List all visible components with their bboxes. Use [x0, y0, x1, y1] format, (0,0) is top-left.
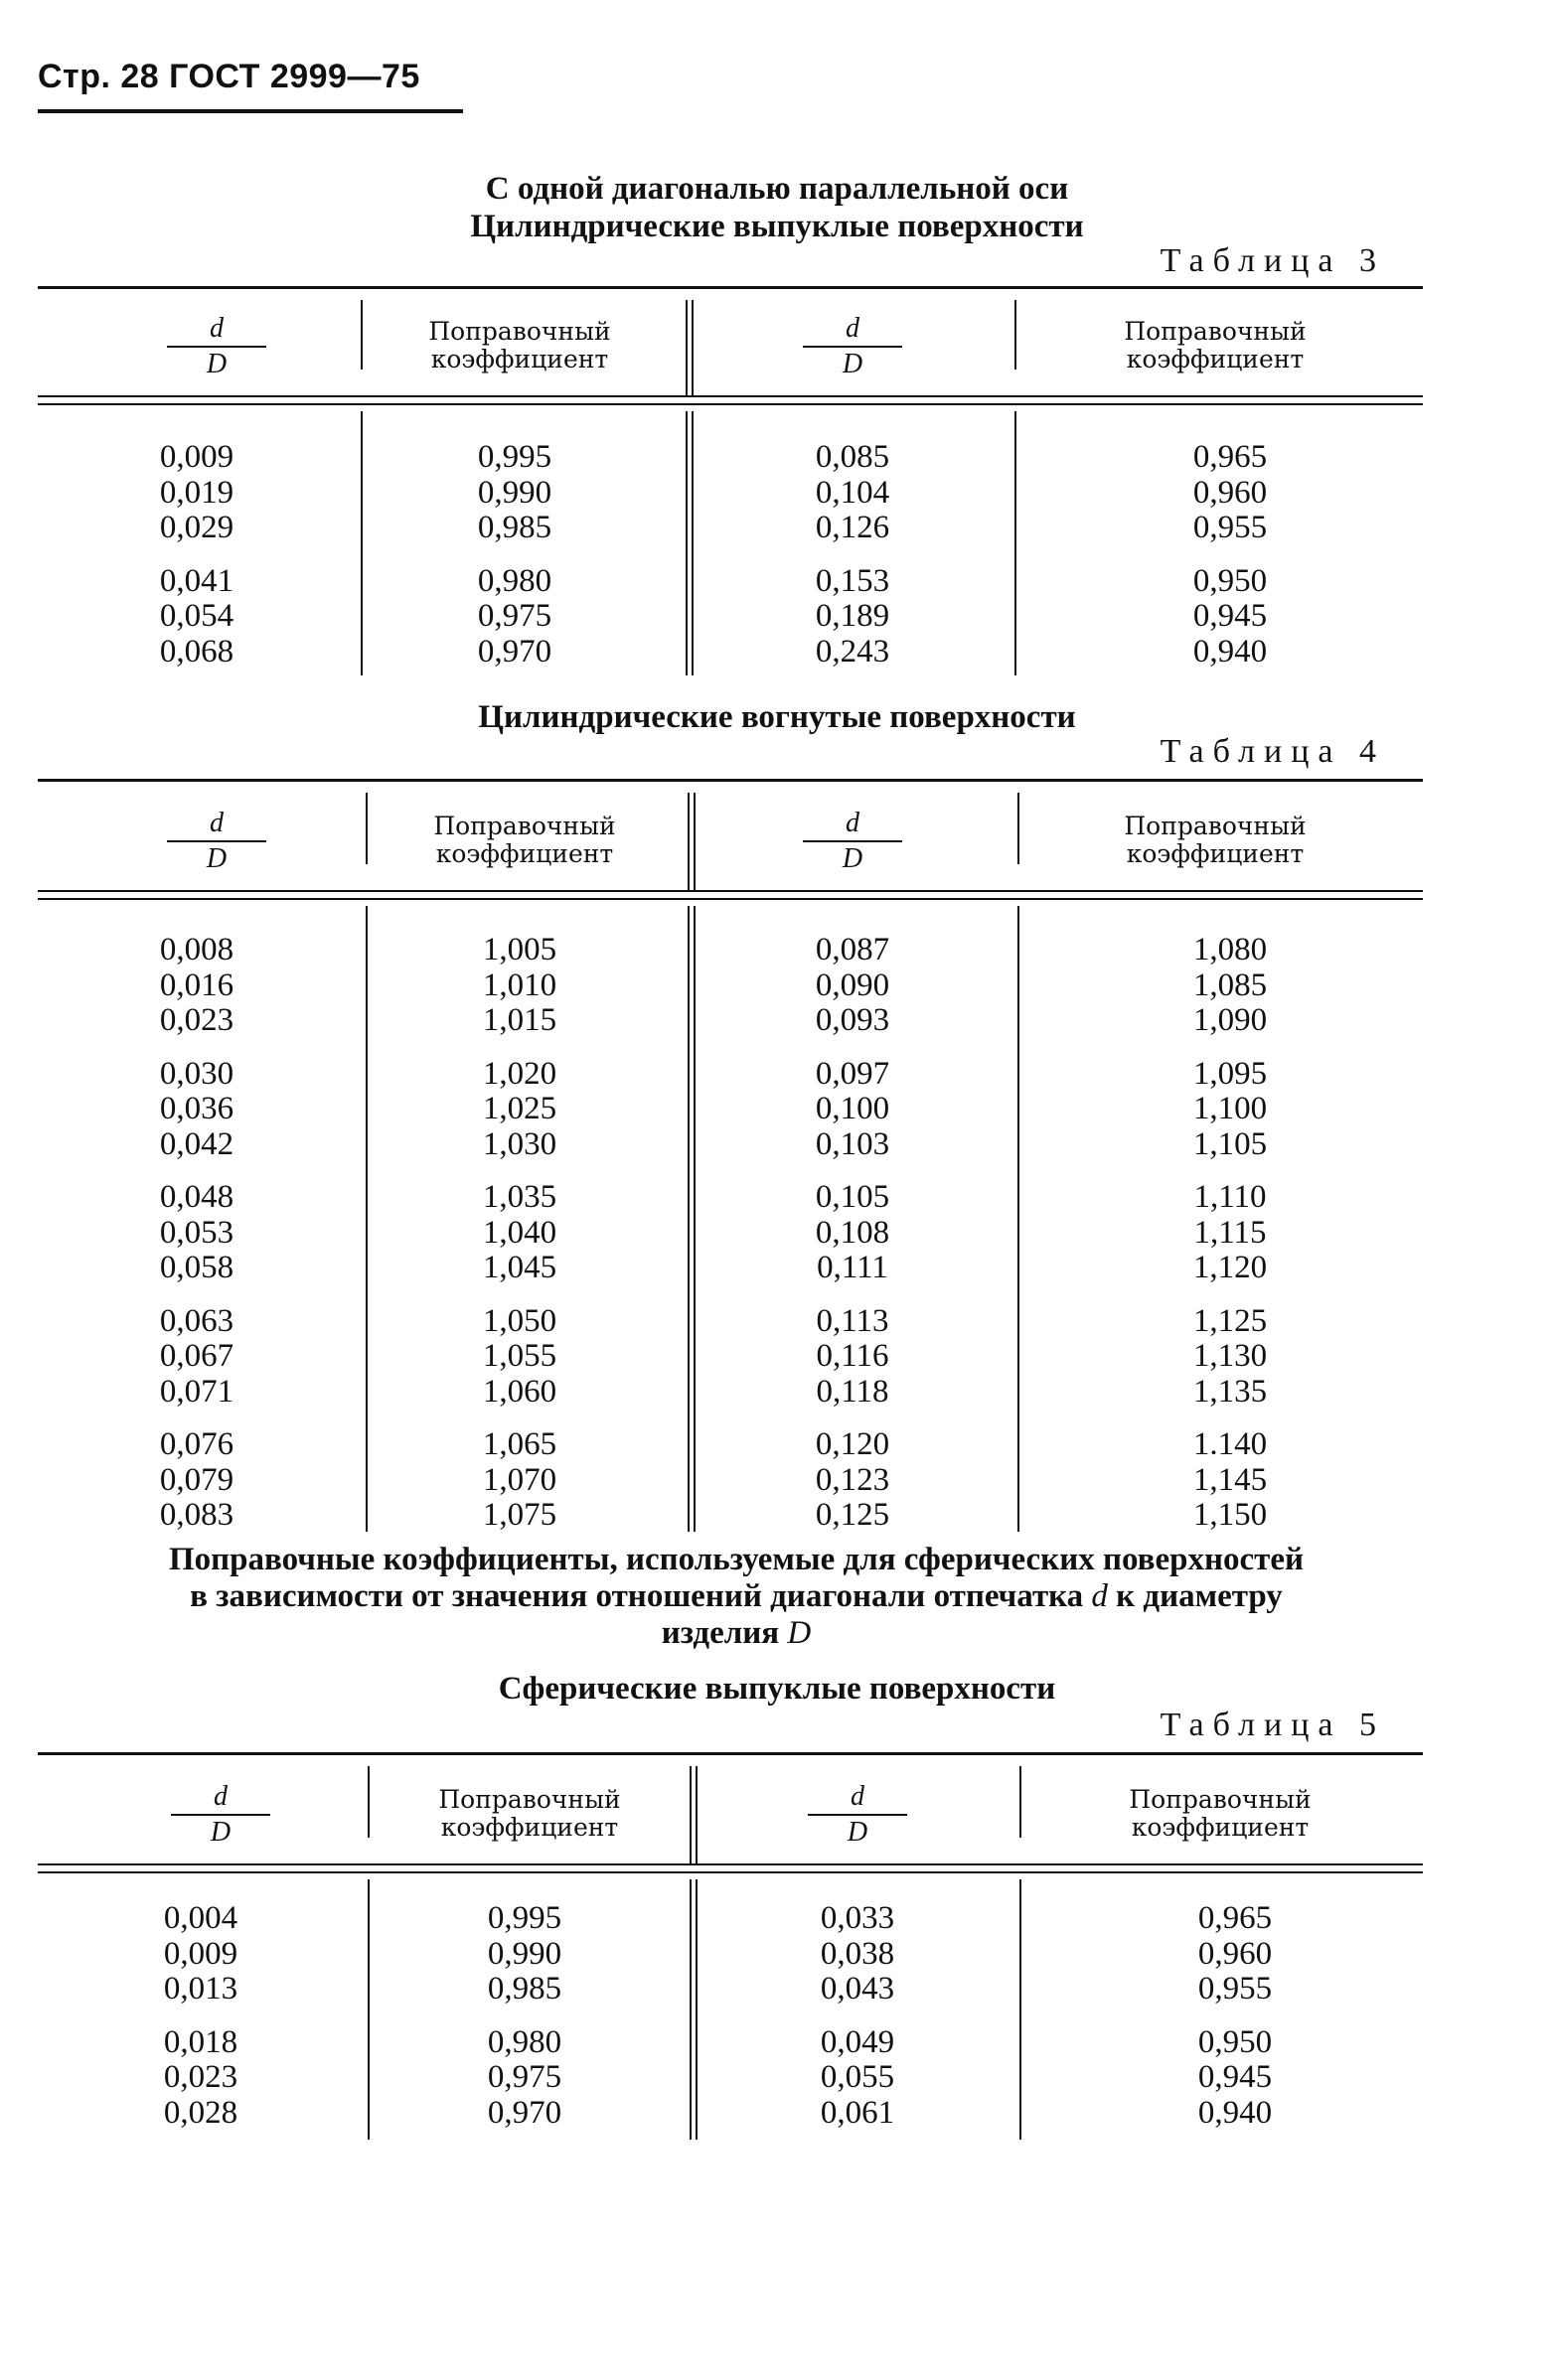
table-cell: 1,130: [1192, 1338, 1268, 1374]
row-group: [773, 1304, 932, 1411]
row-group: [117, 1427, 276, 1534]
paragraph-line3: [95, 1615, 1377, 1652]
column-divider: [361, 411, 363, 675]
fraction-bar: [808, 1814, 907, 1816]
table-cell: 0,067: [159, 1338, 234, 1374]
ratio-numerator: d: [210, 313, 224, 344]
table-cell: 0,985: [487, 1971, 562, 2007]
column-divider: [1014, 411, 1016, 675]
table-cell: 1,135: [1192, 1373, 1268, 1410]
coef-header-2: Поправочный коэффициент: [1129, 1785, 1312, 1842]
row-group: [440, 933, 599, 1039]
fraction-bar: [167, 346, 266, 348]
table-cell: 1,115: [1193, 1214, 1267, 1251]
table-cell: 1,025: [482, 1091, 557, 1126]
table-cell: 0,965: [1197, 1900, 1273, 1936]
table-cell: 0,965: [1192, 439, 1268, 475]
table-header-rule: [38, 1871, 1423, 1873]
table-cell: 0,023: [159, 1002, 234, 1038]
table-cell: 0,955: [1192, 510, 1268, 545]
ratio-header-2: [758, 1782, 957, 1848]
table-cell: 0,153: [815, 562, 890, 599]
row-group: [435, 564, 594, 670]
row-group: [440, 1180, 599, 1286]
table-cell: 0,113: [816, 1302, 889, 1339]
table-cell: 0,960: [1192, 474, 1268, 511]
table-cell: 0,004: [163, 1900, 238, 1936]
table-cell: 1,075: [482, 1497, 557, 1533]
column-divider: [694, 793, 696, 890]
row-group: [440, 1427, 599, 1534]
ratio-denominator: D: [206, 843, 228, 874]
row-group: [1156, 2025, 1315, 2132]
table-cell: 1,050: [482, 1302, 557, 1339]
table-cell: 0,061: [820, 2094, 895, 2131]
table3: [38, 286, 1423, 675]
row-group: [778, 2025, 937, 2132]
row-group: [773, 1057, 932, 1163]
ratio-denominator: D: [842, 349, 863, 379]
row-group: [1151, 1427, 1310, 1534]
table-cell: 0,970: [487, 2094, 562, 2131]
row-group: [121, 1901, 280, 2008]
table-cell: 1,150: [1192, 1497, 1268, 1533]
paragraph-line2-suffix: к диаметру: [1116, 1578, 1283, 1614]
table-cell: 0,048: [159, 1179, 234, 1215]
table-cell: 0,995: [477, 439, 552, 475]
row-group: [117, 440, 276, 546]
column-divider: [692, 300, 694, 395]
ratio-numerator: d: [214, 1781, 228, 1812]
column-divider: [368, 1879, 370, 2140]
table-cell: 0,975: [477, 598, 552, 634]
table-cell: 0,041: [159, 562, 234, 599]
table-cell: 0,105: [815, 1179, 890, 1215]
table-header-rule: [38, 403, 1423, 405]
table4-col-d1: [117, 933, 276, 1534]
table-cell: 0,995: [487, 1900, 562, 1936]
header-rule: [38, 109, 463, 113]
table-cell: 0,043: [820, 1971, 895, 2007]
table-cell: 0,975: [487, 2059, 562, 2095]
paragraph-line1: Поправочные коэффициенты, используемые для сферических поверхностей: [169, 1542, 1304, 1577]
ratio-denominator: D: [206, 349, 228, 379]
table-cell: 0,013: [163, 1971, 238, 2007]
row-group: [440, 1057, 599, 1163]
table-cell: 1,110: [1193, 1179, 1267, 1215]
column-divider: [696, 1879, 698, 2140]
column-divider: [688, 793, 690, 890]
table5-col-d1: [121, 1901, 280, 2131]
section1-title-line2: Цилиндрические выпуклые поверхности: [470, 209, 1084, 244]
column-divider: [694, 906, 696, 1532]
table-cell: 1,030: [482, 1125, 557, 1162]
table-cell: 0,019: [159, 474, 234, 511]
column-divider: [696, 1766, 698, 1863]
table-cell: 1,020: [482, 1055, 557, 1092]
table-cell: 0,950: [1192, 562, 1268, 599]
table-cell: 1,015: [482, 1002, 557, 1038]
table-cell: 1,090: [1192, 1002, 1268, 1038]
table-cell: 1.140: [1192, 1426, 1268, 1462]
table-cell: 0,940: [1197, 2094, 1273, 2131]
fraction-bar: [167, 840, 266, 842]
row-group: [117, 1304, 276, 1411]
table-cell: 0,055: [820, 2059, 895, 2095]
table-cell: 0,100: [815, 1091, 890, 1126]
table-cell: 1,060: [482, 1373, 557, 1410]
table-cell: 0,955: [1197, 1971, 1273, 2007]
row-group: [1156, 1901, 1315, 2008]
table5-col-d2: [778, 1901, 937, 2131]
table-cell: 0,042: [159, 1125, 234, 1162]
table-cell: 0,120: [815, 1426, 890, 1462]
table-cell: 0,111: [817, 1250, 888, 1285]
table-cell: 0,945: [1197, 2059, 1273, 2095]
table-cell: 0,008: [159, 932, 234, 967]
table-cell: 1,040: [482, 1214, 557, 1251]
table-cell: 1,065: [482, 1426, 557, 1462]
table-cell: 0,940: [1192, 633, 1268, 669]
ratio-header-2: [753, 809, 952, 874]
row-group: [773, 933, 932, 1039]
ratio-numerator: d: [851, 1781, 864, 1812]
table-cell: 0,980: [487, 2023, 562, 2060]
table-cell: 1,105: [1192, 1125, 1268, 1162]
table-cell: 0,038: [820, 1935, 895, 1972]
row-group: [445, 2025, 604, 2132]
row-group: [1151, 1180, 1310, 1286]
table3-label: Таблица 3: [1160, 242, 1385, 279]
column-divider: [688, 906, 690, 1532]
table-cell: 0,036: [159, 1091, 234, 1126]
ratio-header-1: [117, 314, 316, 379]
row-group: [440, 1304, 599, 1411]
row-group: [1151, 933, 1310, 1039]
table-cell: 0,970: [477, 633, 552, 669]
table-cell: 0,097: [815, 1055, 890, 1092]
table3-col-k2: [1151, 440, 1310, 669]
column-divider: [1017, 906, 1019, 1532]
table-cell: 0,016: [159, 967, 234, 1003]
coef-header-2: Поправочный коэффициент: [1124, 317, 1307, 373]
table4: [38, 779, 1423, 1534]
table-cell: 0,125: [815, 1497, 890, 1533]
ratio-numerator: d: [846, 808, 859, 838]
table-header-rule: [38, 898, 1423, 900]
table-cell: 0,023: [163, 2059, 238, 2095]
table3-col-d1: [117, 440, 276, 669]
table-cell: 0,049: [820, 2023, 895, 2060]
ratio-header-1: [121, 1782, 320, 1848]
section3-title: Сферические выпуклые поверхности: [498, 1671, 1056, 1707]
column-divider: [1014, 300, 1016, 370]
page-header: Стр. 28 ГОСТ 2999—75: [38, 58, 420, 95]
table5: [38, 1752, 1423, 2142]
row-group: [117, 1057, 276, 1163]
table-cell: 1,095: [1192, 1055, 1268, 1092]
table5-col-k1: [445, 1901, 604, 2131]
row-group: [435, 440, 594, 546]
table-cell: 0,118: [816, 1373, 889, 1410]
table4-col-k1: [440, 933, 599, 1534]
table-cell: 0,123: [815, 1461, 890, 1498]
ratio-denominator: D: [847, 1817, 868, 1848]
table-cell: 1,120: [1192, 1250, 1268, 1285]
column-divider: [686, 300, 688, 395]
ratio-header-1: [117, 809, 316, 874]
table-top-rule: [38, 779, 1423, 782]
table-cell: 0,058: [159, 1250, 234, 1285]
column-divider: [690, 1879, 692, 2140]
section2-title: Цилиндрические вогнутые поверхности: [478, 699, 1076, 735]
coef-header-2: Поправочный коэффициент: [1124, 812, 1307, 868]
table-cell: 1,070: [482, 1461, 557, 1498]
row-group: [117, 564, 276, 670]
table-cell: 0,029: [159, 510, 234, 545]
table-header-rule: [38, 1863, 1423, 1865]
table-header-rule: [38, 890, 1423, 892]
table4-col-d2: [773, 933, 932, 1534]
table-cell: 0,054: [159, 598, 234, 634]
column-divider: [1017, 793, 1019, 864]
row-group: [445, 1901, 604, 2008]
table-cell: 0,033: [820, 1900, 895, 1936]
column-divider: [1019, 1879, 1021, 2140]
table-cell: 0,945: [1192, 598, 1268, 634]
table-cell: 0,068: [159, 633, 234, 669]
ratio-numerator: d: [846, 313, 859, 344]
coef-header-1: Поправочный коэффициент: [438, 1785, 621, 1842]
table3-col-d2: [773, 440, 932, 669]
column-divider: [690, 1766, 692, 1863]
fraction-bar: [171, 1814, 270, 1816]
table-cell: 0,083: [159, 1497, 234, 1533]
table-cell: 1,055: [482, 1338, 557, 1374]
column-divider: [1019, 1766, 1021, 1838]
row-group: [1151, 564, 1310, 670]
table-cell: 0,189: [815, 598, 890, 634]
table-cell: 0,104: [815, 474, 890, 511]
table4-col-k2: [1151, 933, 1310, 1534]
section1-title-line1: С одной диагональю параллельной оси: [485, 171, 1069, 207]
table-cell: 0,009: [159, 439, 234, 475]
coef-header-1: Поправочный коэффициент: [433, 812, 616, 868]
column-divider: [361, 300, 363, 370]
row-group: [117, 933, 276, 1039]
table-cell: 1,100: [1192, 1091, 1268, 1126]
table-cell: 0,071: [159, 1373, 234, 1410]
table-cell: 1,085: [1192, 967, 1268, 1003]
table-cell: 0,950: [1197, 2023, 1273, 2060]
table-cell: 0,063: [159, 1302, 234, 1339]
table-cell: 0,126: [815, 510, 890, 545]
table-cell: 1,125: [1192, 1302, 1268, 1339]
table-cell: 0,009: [163, 1935, 238, 1972]
row-group: [773, 564, 932, 670]
table-cell: 0,990: [487, 1935, 562, 1972]
table5-col-k2: [1156, 1901, 1315, 2131]
table-cell: 0,028: [163, 2094, 238, 2131]
ratio-numerator: d: [210, 808, 224, 838]
paragraph-line2-text: в зависимости от значения отношений диагонали отпечатка: [190, 1578, 1084, 1614]
ratio-denominator: D: [842, 843, 863, 874]
paragraph-var-d: d: [1091, 1578, 1108, 1614]
paragraph-var-D: D: [787, 1615, 812, 1651]
paragraph-line3-text: изделия: [661, 1615, 780, 1651]
column-divider: [368, 1766, 370, 1838]
table-cell: 0,103: [815, 1125, 890, 1162]
row-group: [121, 2025, 280, 2132]
row-group: [1151, 1304, 1310, 1411]
row-group: [1151, 440, 1310, 546]
table-cell: 0,960: [1197, 1935, 1273, 1972]
table-cell: 0,116: [816, 1338, 889, 1374]
table3-col-k1: [435, 440, 594, 669]
table-cell: 1,145: [1192, 1461, 1268, 1498]
row-group: [773, 1427, 932, 1534]
table-cell: 0,087: [815, 932, 890, 967]
table-cell: 0,093: [815, 1002, 890, 1038]
table-cell: 0,985: [477, 510, 552, 545]
coef-header-1: Поправочный коэффициент: [428, 317, 611, 373]
table-cell: 0,030: [159, 1055, 234, 1092]
table5-label: Таблица 5: [1160, 1707, 1385, 1743]
table-cell: 1,035: [482, 1179, 557, 1215]
ratio-denominator: D: [210, 1817, 232, 1848]
row-group: [773, 1180, 932, 1286]
table-cell: 0,108: [815, 1214, 890, 1251]
table4-label: Таблица 4: [1160, 733, 1385, 770]
table-cell: 1,080: [1192, 932, 1268, 967]
table-cell: 0,980: [477, 562, 552, 599]
table-cell: 1,045: [482, 1250, 557, 1285]
table-cell: 0,018: [163, 2023, 238, 2060]
table-cell: 0,079: [159, 1461, 234, 1498]
fraction-bar: [803, 840, 902, 842]
column-divider: [366, 793, 368, 864]
table-cell: 0,076: [159, 1426, 234, 1462]
row-group: [117, 1180, 276, 1286]
table-top-rule: [38, 1752, 1423, 1755]
column-divider: [692, 411, 694, 675]
ratio-header-2: [753, 314, 952, 379]
row-group: [778, 1901, 937, 2008]
table-top-rule: [38, 286, 1423, 289]
column-divider: [686, 411, 688, 675]
table-header-rule: [38, 395, 1423, 397]
table-cell: 0,090: [815, 967, 890, 1003]
row-group: [773, 440, 932, 546]
paragraph-line2: [95, 1578, 1377, 1615]
table-cell: 1,005: [482, 932, 557, 967]
table-cell: 0,085: [815, 439, 890, 475]
row-group: [1151, 1057, 1310, 1163]
fraction-bar: [803, 346, 902, 348]
table-cell: 0,053: [159, 1214, 234, 1251]
table-cell: 0,990: [477, 474, 552, 511]
table-cell: 1,010: [482, 967, 557, 1003]
column-divider: [366, 906, 368, 1532]
table-cell: 0,243: [815, 633, 890, 669]
